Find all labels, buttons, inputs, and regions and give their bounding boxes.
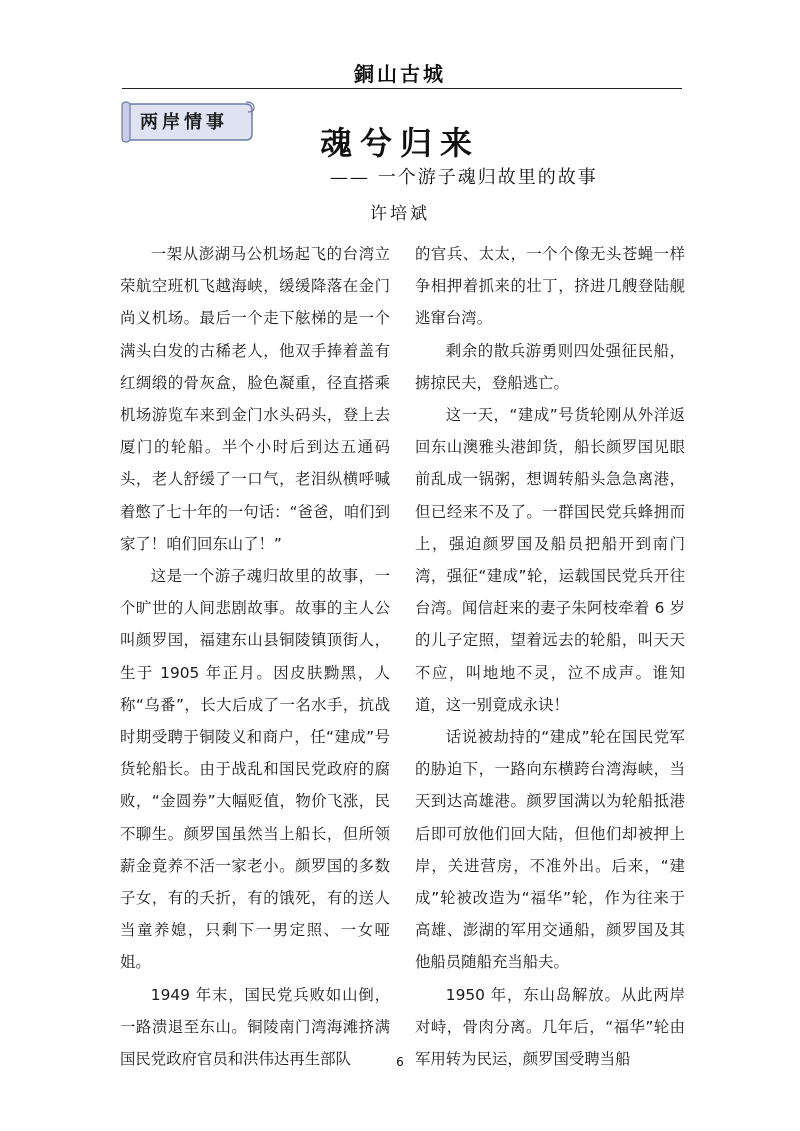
page-number: 6	[396, 1055, 404, 1069]
article-title: 魂兮归来	[319, 124, 480, 162]
paragraph: 1950 年，东山岛解放。从此两岸对峙，骨肉分离。几年后，“福华”轮由军用转为民运，颜罗国受聘当船	[415, 985, 685, 1069]
article-subtitle: —— 一个游子魂归故里的故事	[330, 167, 598, 188]
paragraph: 这是一个游子魂归故里的故事，一个旷世的人间悲剧故事。故事的主人公叫颜罗国，福建东山县铜陵镇顶街人，生于 1905 年正月。因皮肤黝黑，人称“乌番”，长大后成了一名水手，抗战时期受聘于铜陵义和商户，任“建成”号货轮船长。由于战乱和国民党政府的腐败，“金圆券”大幅贬值，物价飞涨，民不聊生。颜罗国虽然当上船长，但所领薪金竟养不活一家老小。颜罗国的多数子女，有的夭折，有的饿死，有的送人当童养媳，只剩下一男定照、一女哑姐。	[120, 567, 390, 972]
paragraph: 1949 年末，国民党兵败如山倒，一路溃退至东山。铜陵南门湾海滩挤满国民党政府官员和洪伟达再生部队	[120, 985, 390, 1069]
paragraph: 剩余的散兵游勇则四处强征民船，掳掠民夫，登船逃亡。	[415, 341, 685, 392]
running-header-title: 銅山古城	[354, 62, 446, 86]
header-divider	[122, 88, 682, 89]
paragraph: 这一天，“建成”号货轮刚从外洋返回东山澳雅头港卸货，船长颜罗国见眼前乱成一锅粥，想调转船头急急离港，但已经来不及了。一群国民党兵蜂拥而上，强迫颜罗国及船员把船开到南门湾，强征“建成”轮，运载国民党兵开往台湾。闻信赶来的妻子朱阿枝牵着 6 岁的儿子定照，望着远去的轮船，叫天天不应，叫地地不灵，泣不成声。谁知道，这一别竟成永诀！	[415, 406, 685, 714]
paragraph-continued: 的官兵、太太，一个个像无头苍蝇一样争相押着抓来的壮丁，挤进几艘登陆舰逃窜台湾。	[415, 245, 685, 328]
left-text-column	[120, 238, 390, 1075]
article-author: 许培斌	[370, 204, 430, 224]
paragraph: 一架从澎湖马公机场起飞的台湾立荣航空班机飞越海峡，缓缓降落在金门尚义机场。最后一个走下舷梯的是一个满头白发的古稀老人，他双手捧着盖有红绸缎的骨灰盒，脸色凝重，径直搭乘机场游览车来到金门水头码头，登上去厦门的轮船。半个小时后到达五通码头，老人舒缓了一口气，老泪纵横呼喊着憋了七十年的一句话：“爸爸，咱们到家了！咱们回东山了！”	[120, 245, 390, 553]
column-badge-label: 两岸情事	[140, 112, 228, 133]
paragraph: 话说被劫持的“建成”轮在国民党军的胁迫下，一路向东横跨台湾海峡，当天到达高雄港。颜罗国满以为轮船抵港后即可放他们回大陆，但他们却被押上岸，关进营房，不准外出。后来，“建成”轮被改造为“福华”轮，作为往来于高雄、澎湖的军用交通船，颜罗国及其他船员随船充当船夫。	[415, 728, 685, 972]
right-text-column	[415, 238, 685, 1075]
